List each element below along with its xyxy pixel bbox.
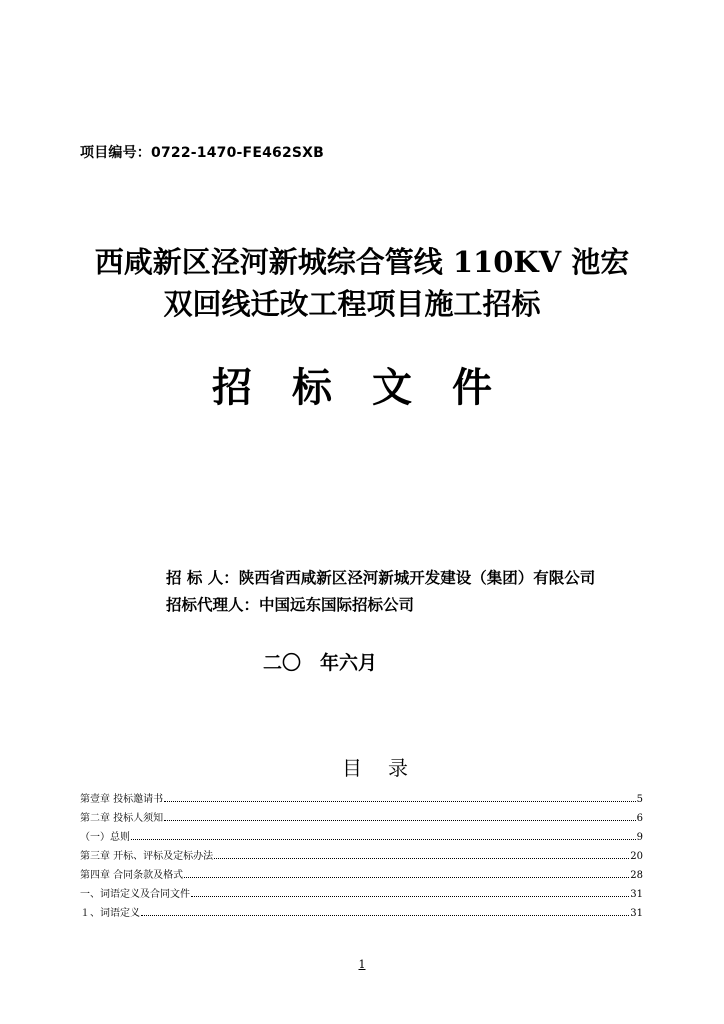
toc-item[interactable] [80, 847, 643, 866]
toc-leader-dots [164, 792, 635, 802]
page-number: 1 [358, 958, 366, 971]
toc-item-page: 31 [630, 908, 643, 919]
toc-item-text: 第二章 投标人须知 [80, 813, 164, 824]
toc-item[interactable] [80, 885, 643, 904]
tenderer-label: 招 标 人： [166, 569, 239, 587]
tenderer-value: 陕西省西咸新区泾河新城开发建设（集团）有限公司 [238, 569, 596, 587]
table-of-contents [80, 790, 643, 923]
toc-item-page: 31 [630, 889, 643, 900]
toc-item-text: 第壹章 投标邀请书 [80, 794, 164, 805]
toc-item-page: 6 [636, 813, 643, 824]
toc-item-page: 9 [636, 832, 643, 843]
toc-item-page: 5 [636, 794, 643, 805]
agent-row [166, 595, 596, 616]
toc-item[interactable] [80, 904, 643, 923]
toc-leader-dots [141, 906, 629, 916]
toc-item-text: 第四章 合同条款及格式 [80, 870, 184, 881]
toc-leader-dots [164, 811, 635, 821]
toc-item-page: 28 [630, 870, 643, 881]
toc-item[interactable] [80, 809, 643, 828]
toc-item[interactable] [80, 866, 643, 885]
toc-item[interactable] [80, 828, 643, 847]
toc-item-text: 第三章 开标、评标及定标办法 [80, 851, 214, 862]
toc-item-text: （一）总则 [80, 832, 130, 843]
issue-date: 二〇 年六月 [263, 652, 378, 674]
toc-leader-dots [214, 849, 629, 859]
parties-block [166, 568, 596, 616]
document-title-line-2: 双回线迁改工程项目施工招标 [163, 287, 541, 321]
toc-leader-dots [191, 887, 629, 897]
toc-item-text: １、词语定义 [80, 908, 140, 919]
document-title-line-1: 西咸新区泾河新城综合管线 110KV 池宏 [94, 245, 630, 279]
project-number: 项目编号：0722-1470-FE462SXB [80, 145, 325, 161]
document-type-heading: 招标文件 [212, 364, 532, 411]
toc-item-page: 20 [630, 851, 643, 862]
tenderer-row [166, 568, 596, 589]
toc-item[interactable] [80, 790, 643, 809]
toc-title: 目录 [342, 756, 434, 780]
agent-label: 招标代理人： [166, 596, 260, 614]
toc-item-text: 一、词语定义及合同文件 [80, 889, 190, 900]
toc-leader-dots [131, 830, 636, 840]
toc-leader-dots [184, 868, 629, 878]
agent-value: 中国远东国际招标公司 [259, 596, 415, 614]
